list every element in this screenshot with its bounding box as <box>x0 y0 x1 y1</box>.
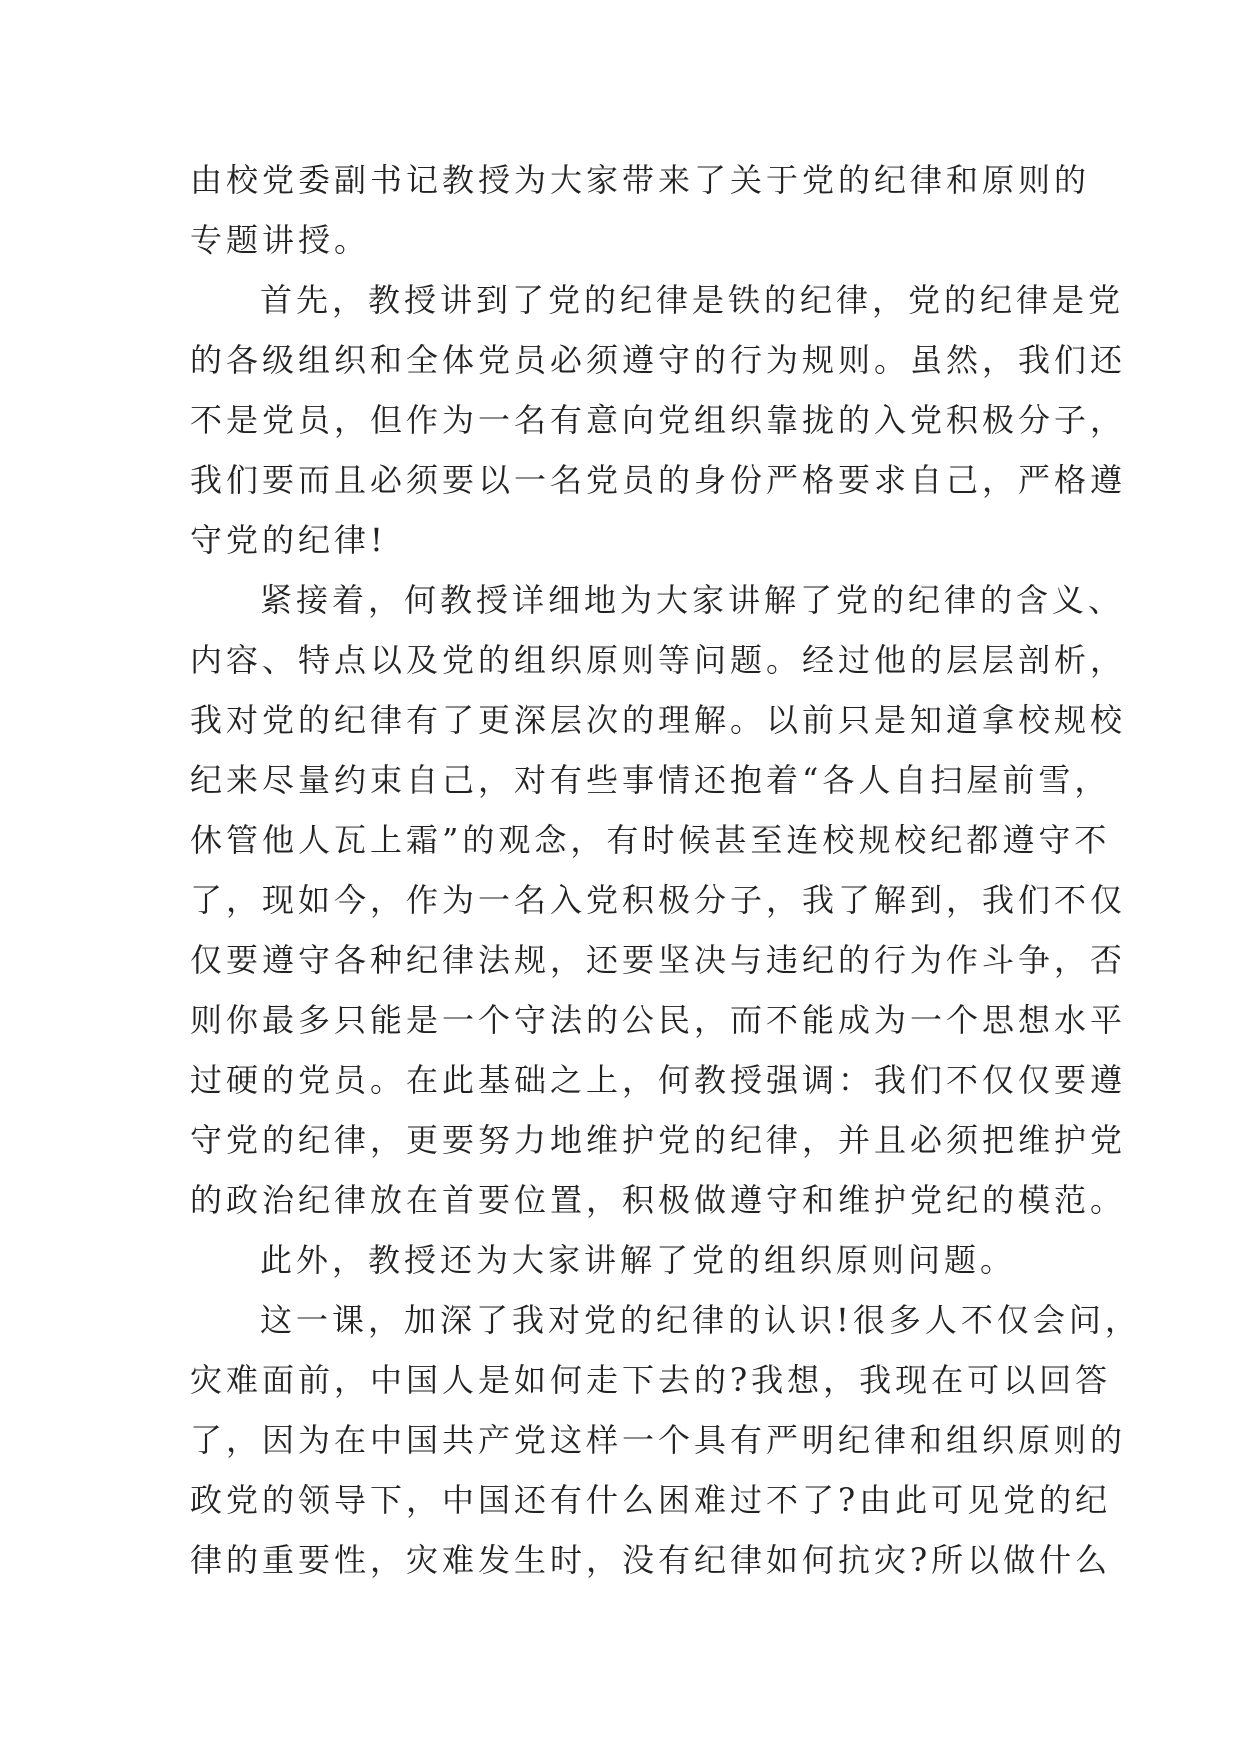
paragraph-start-line: 这一课，加深了我对党的纪律的认识!很多人不仅会问， <box>260 1301 1141 1339</box>
text-line: 了，现如今，作为一名入党积极分子，我了解到，我们不仅 <box>190 881 1127 919</box>
text-line: 灾难面前，中国人是如何走下去的?我想，我现在可以回答 <box>190 1361 1112 1399</box>
text-line: 不是党员，但作为一名有意向党组织靠拢的入党积极分子， <box>190 401 1127 439</box>
text-line: 的各级组织和全体党员必须遵守的行为规则。虽然，我们还 <box>190 341 1127 379</box>
text-line: 仅要遵守各种纪律法规，还要坚决与违纪的行为作斗争，否 <box>190 941 1127 979</box>
text-line: 由校党委副书记教授为大家带来了关于党的纪律和原则的 <box>190 161 1091 199</box>
text-line: 休管他人瓦上霜”的观念，有时候甚至连校规校纪都遵守不 <box>190 821 1111 859</box>
text-line: 内容、特点以及党的组织原则等问题。经过他的层层剖析， <box>190 641 1127 679</box>
text-line: 则你最多只能是一个守法的公民，而不能成为一个思想水平 <box>190 1001 1127 1039</box>
text-line: 过硬的党员。在此基础之上，何教授强调：我们不仅仅要遵 <box>190 1061 1127 1099</box>
text-line: 守党的纪律! <box>190 521 387 559</box>
text-line: 的政治纪律放在首要位置，积极做遵守和维护党纪的模范。 <box>190 1181 1127 1219</box>
paragraph-start-line: 紧接着，何教授详细地为大家讲解了党的纪律的含义、 <box>260 581 1125 619</box>
text-line: 政党的领导下，中国还有什么困难过不了?由此可见党的纪 <box>190 1481 1112 1519</box>
text-line: 律的重要性，灾难发生时，没有纪律如何抗灾?所以做什么 <box>190 1541 1112 1579</box>
text-line: 专题讲授。 <box>190 221 371 259</box>
document-body <box>190 150 1141 1590</box>
paragraph-start-line: 此外，教授还为大家讲解了党的组织原则问题。 <box>260 1241 1017 1279</box>
text-line: 了，因为在中国共产党这样一个具有严明纪律和组织原则的 <box>190 1421 1127 1459</box>
text-line: 我们要而且必须要以一名党员的身份严格要求自己，严格遵 <box>190 461 1127 499</box>
text-line: 纪来尽量约束自己，对有些事情还抱着“各人自扫屋前雪， <box>190 761 1111 799</box>
text-line: 守党的纪律，更要努力地维护党的纪律，并且必须把维护党 <box>190 1121 1127 1159</box>
paragraph-start-line: 首先，教授讲到了党的纪律是铁的纪律，党的纪律是党 <box>260 281 1125 319</box>
text-line: 我对党的纪律有了更深层次的理解。以前只是知道拿校规校 <box>190 701 1127 739</box>
